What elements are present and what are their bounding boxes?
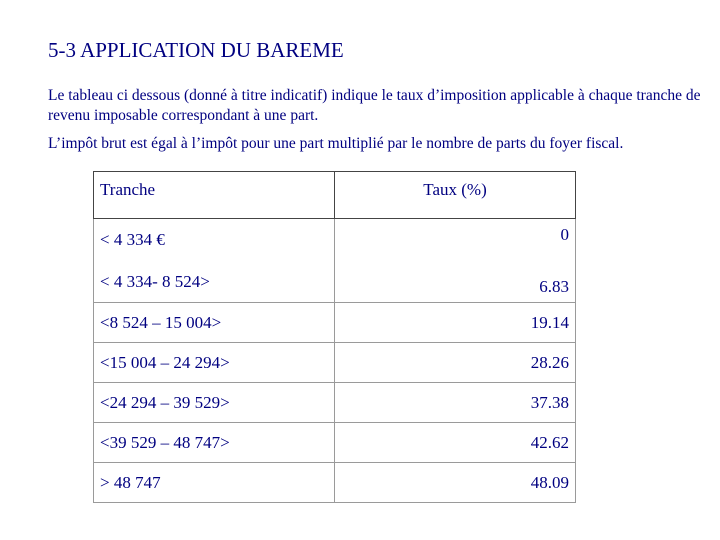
taux-cell: 42.62 [335, 423, 576, 463]
table-row [94, 343, 576, 383]
table-header-row [94, 172, 576, 219]
tranche-cell: < 4 334- 8 524> [94, 261, 335, 303]
tranche-cell: <8 524 – 15 004> [94, 303, 335, 343]
table-row [94, 423, 576, 463]
page-title: 5-3 APPLICATION DU BAREME [48, 38, 344, 62]
table-row [94, 383, 576, 423]
table-row [94, 463, 576, 503]
tranche-cell: <15 004 – 24 294> [94, 343, 335, 383]
tax-rate-table [93, 171, 576, 503]
taux-cell: 0 [335, 219, 576, 262]
tranche-cell: <24 294 – 39 529> [94, 383, 335, 423]
tranche-cell: <39 529 – 48 747> [94, 423, 335, 463]
taux-cell: 6.83 [335, 261, 576, 303]
tranche-cell: > 48 747 [94, 463, 335, 503]
header-taux: Taux (%) [335, 172, 576, 219]
table-row [94, 261, 576, 303]
tax-note-paragraph: L’impôt brut est égal à l’impôt pour une part multiplié par le nombre de parts du foyer fiscal. [48, 135, 624, 152]
taux-cell: 19.14 [335, 303, 576, 343]
table-row [94, 303, 576, 343]
taux-cell: 48.09 [335, 463, 576, 503]
table-row [94, 219, 576, 262]
taux-cell: 28.26 [335, 343, 576, 383]
tranche-cell: < 4 334 € [94, 219, 335, 262]
intro-paragraph: Le tableau ci dessous (donné à titre indicatif) indique le taux d’imposition applicable à chaque tranche de revenu imposable correspondant à une part. [48, 87, 701, 124]
taux-cell: 37.38 [335, 383, 576, 423]
header-tranche: Tranche [94, 172, 335, 219]
